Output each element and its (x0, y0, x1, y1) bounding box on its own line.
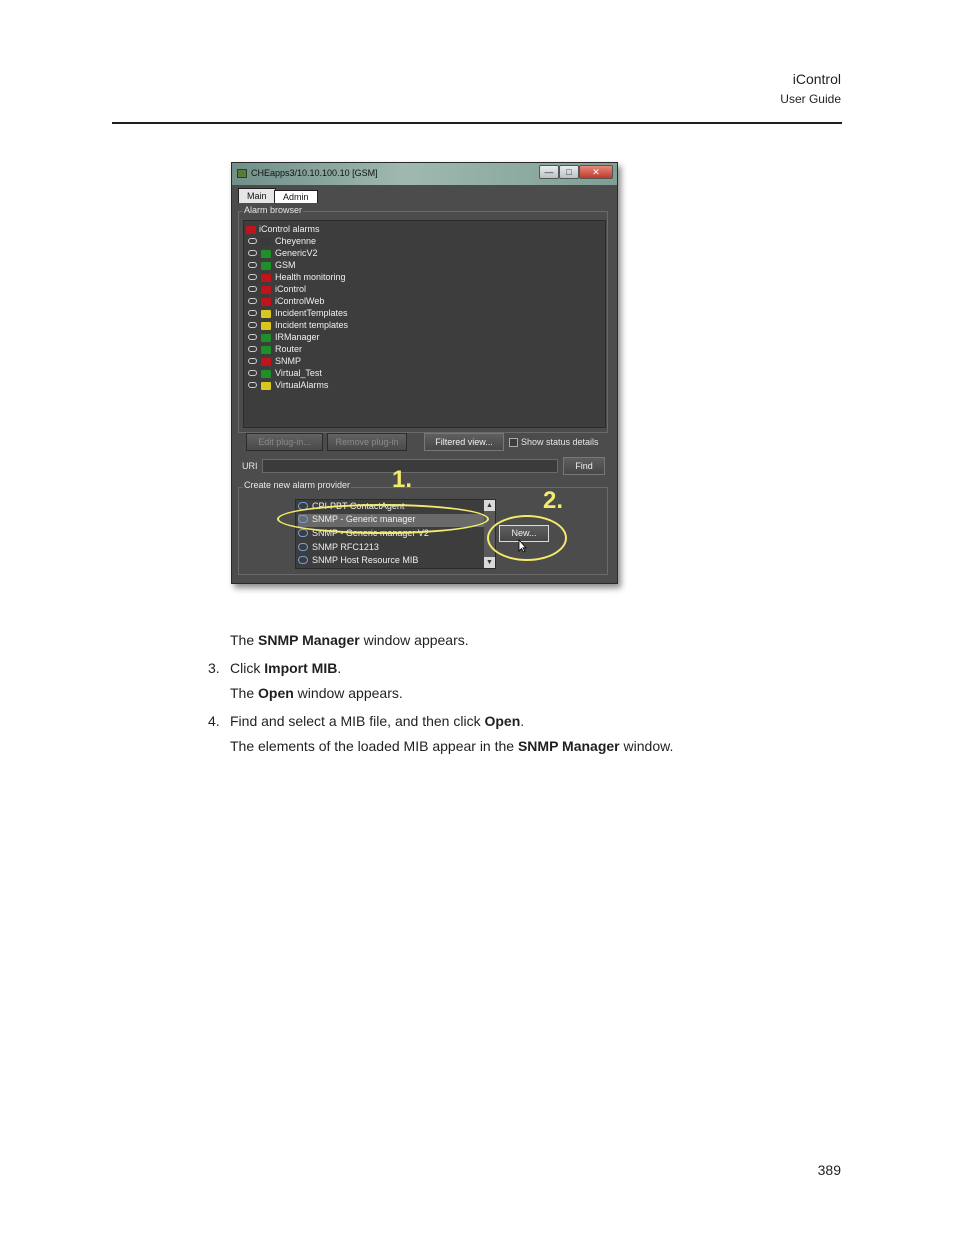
folder-icon (261, 334, 271, 342)
snmp-icon (298, 543, 308, 551)
tree-item-label: iControl alarms (259, 224, 320, 234)
list-item[interactable]: SNMP RFC1213 (298, 542, 379, 555)
tree-item-label: SNMP (275, 356, 302, 366)
key-icon (248, 250, 257, 256)
page-number: 389 (817, 1162, 841, 1178)
remove-plugin-button[interactable]: Remove plug-in (327, 433, 407, 451)
key-icon (248, 274, 257, 280)
edit-plugin-button[interactable]: Edit plug-in... (246, 433, 323, 451)
show-status-details-label: Show status details (521, 437, 599, 447)
close-button[interactable]: ✕ (579, 165, 613, 179)
app-icon (237, 169, 247, 178)
uri-label: URI (242, 461, 258, 471)
folder-icon (261, 370, 271, 378)
key-icon (248, 310, 257, 316)
folder-icon (261, 250, 271, 258)
list-item[interactable]: SNMP - Generic manager V2 (298, 528, 429, 541)
key-icon (248, 334, 257, 340)
paragraph-snmp-appears: The SNMP Manager window appears. (230, 632, 469, 648)
tree-item-label: VirtualAlarms (275, 380, 329, 390)
snmp-icon (298, 556, 308, 564)
tree-item-label: iControl (275, 284, 307, 294)
folder-icon (261, 298, 271, 306)
folder-icon (261, 274, 271, 282)
key-icon (248, 370, 257, 376)
create-provider-label: Create new alarm provider (244, 480, 351, 490)
tree-item-label: iControlWeb (275, 296, 325, 306)
tree-item-label: Virtual_Test (275, 368, 322, 378)
find-button[interactable]: Find (563, 457, 605, 475)
step-4-number: 4. (208, 713, 220, 729)
callout-ellipse-1 (277, 504, 489, 534)
key-icon (248, 358, 257, 364)
filtered-view-button[interactable]: Filtered view... (424, 433, 504, 451)
key-icon (248, 346, 257, 352)
list-item[interactable]: SNMP - Generic manager (298, 514, 484, 527)
tree-item-label: GenericV2 (275, 248, 318, 258)
tree-item-label: Cheyenne (275, 236, 317, 246)
alarm-browser-label: Alarm browser (244, 205, 303, 215)
folder-icon (261, 346, 271, 354)
list-item[interactable]: CPI-PBT ContactAgent (298, 501, 404, 514)
tree-item-label: IncidentTemplates (275, 308, 348, 318)
tree-item-label: GSM (275, 260, 296, 270)
folder-icon (246, 226, 256, 234)
folder-icon (261, 286, 271, 294)
callout-ellipse-2 (487, 515, 567, 561)
window-title: CHEapps3/10.10.100.10 [GSM] (251, 168, 378, 178)
minimize-button[interactable]: — (539, 165, 559, 179)
show-status-details-checkbox[interactable] (509, 438, 518, 447)
header-rule (112, 122, 842, 124)
tree-item-label: Router (275, 344, 303, 354)
step-3-text: Click Import MIB. (230, 660, 342, 676)
tab-main[interactable]: Main (238, 188, 276, 203)
folder-icon (261, 262, 271, 270)
alarm-tree (243, 220, 606, 428)
folder-icon (261, 310, 271, 318)
window-titlebar (232, 163, 617, 185)
key-icon (248, 322, 257, 328)
scroll-up-arrow-icon[interactable]: ▲ (484, 500, 495, 511)
step-4-text: Find and select a MIB file, and then click Open. (230, 713, 525, 729)
folder-icon (261, 238, 271, 246)
screenshot-window (231, 162, 618, 584)
tree-item-label: Health monitoring (275, 272, 346, 282)
list-item[interactable]: SNMP Host Resource MIB (298, 555, 418, 568)
folder-icon (261, 322, 271, 330)
folder-icon (261, 358, 271, 366)
new-provider-button[interactable]: New... (499, 525, 549, 542)
key-icon (248, 298, 257, 304)
key-icon (248, 286, 257, 292)
callout-step-1: 1. (392, 466, 413, 493)
snmp-icon (298, 529, 308, 537)
paragraph-mib-loaded: The elements of the loaded MIB appear in the SNMP Manager window. (230, 738, 674, 754)
key-icon (248, 382, 257, 388)
tab-admin[interactable]: Admin (274, 190, 318, 203)
maximize-button[interactable]: □ (559, 165, 579, 179)
key-icon (248, 238, 257, 244)
paragraph-open-appears: The Open window appears. (230, 685, 403, 701)
tree-item-label: Incident templates (275, 320, 349, 330)
header-title: iControl (792, 71, 841, 87)
callout-step-2: 2. (543, 487, 564, 514)
key-icon (248, 262, 257, 268)
step-3-number: 3. (208, 660, 220, 676)
folder-icon (261, 382, 271, 390)
scroll-down-arrow-icon[interactable]: ▼ (484, 557, 495, 568)
header-subtitle: User Guide (780, 92, 841, 106)
tree-item-label: IRManager (275, 332, 320, 342)
